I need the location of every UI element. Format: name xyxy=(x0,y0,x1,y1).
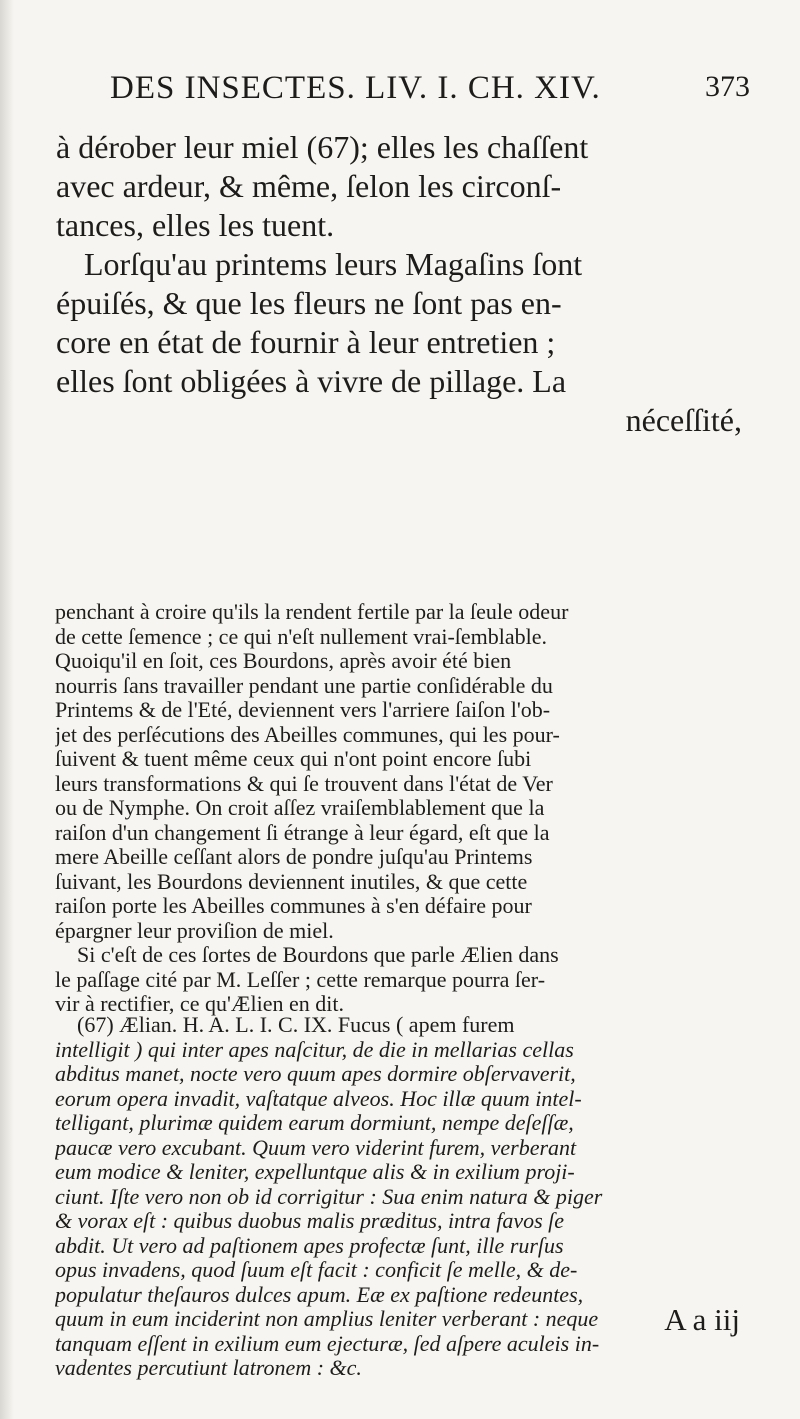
remarks-line: penchant à croire qu'ils la rendent fertile par la ſeule odeur xyxy=(55,600,569,624)
footnote-line xyxy=(55,1356,760,1381)
running-title: DES INSECTES. LIV. I. CH. XIV. xyxy=(110,70,601,106)
main-text-line: épuiſés, & que les fleurs ne ſont pas en- xyxy=(56,285,562,321)
main-text-line: core en état de fournir à leur entretien ; xyxy=(56,324,556,360)
remarks-line: ſuivent & tuent même ceux qui n'ont point encore ſubi xyxy=(55,747,532,771)
main-text-line: tances, elles les tuent. xyxy=(56,207,335,243)
remarks-line: Printems & de l'Eté, deviennent vers l'arriere ſaiſon l'ob- xyxy=(55,698,551,722)
footnote-line-italic: eum modice & leniter, expelluntque alis & in exilium proji- xyxy=(55,1160,575,1184)
footnote-line-italic: intelligit ) qui inter apes naſcitur, de die in mellarias cellas xyxy=(55,1037,574,1062)
page-number: 373 xyxy=(705,70,750,103)
remarks-line: raiſon d'un changement ſi étrange à leur égard, eſt que la xyxy=(55,820,550,845)
remarks-line: nourris ſans travailler pendant une partie conſidérable du xyxy=(55,673,553,698)
footnote-line-italic: quum in eum inciderint non amplius leniter verberant : neque xyxy=(55,1307,599,1331)
main-text-block xyxy=(56,128,756,440)
footnote-line xyxy=(55,1111,760,1136)
remarks-line: le paſſage cité par M. Leſſer ; cette remarque pourra ſer- xyxy=(55,967,546,992)
footnote-line-italic: telligant, plurimæ quidem earum dormiunt, nempe deſeſſæ, xyxy=(55,1111,574,1135)
remarks-line: vir à rectifier, ce qu'Ælien en dit. xyxy=(55,992,344,1016)
footnote-line-italic: abdit. Ut vero ad paſtionem apes profectæ ſunt, ille rurſus xyxy=(55,1233,564,1258)
page-edge-shadow xyxy=(0,0,14,1419)
remarks-line: épargner leur proviſion de miel. xyxy=(55,918,334,943)
footnote-line xyxy=(55,1160,760,1185)
remarks-line: ou de Nymphe. On croit aſſez vraiſemblablement que la xyxy=(55,796,545,820)
footnote-line-italic: tanquam eſſent in exilium eum ejecturæ, ſed aſpere aculeis in- xyxy=(55,1331,600,1356)
footnote-line xyxy=(55,1258,760,1283)
remarks-line: ſuivant, les Bourdons deviennent inutiles, & que cette xyxy=(55,869,528,894)
remarks-line: mere Abeille ceſſant alors de pondre juſqu'au Printems xyxy=(55,845,533,869)
main-text-line: à dérober leur miel (67); elles les chaſſent xyxy=(56,129,589,165)
remarks-line: leurs transformations & qui ſe trouvent dans l'état de Ver xyxy=(55,771,553,796)
footnote-line xyxy=(55,1038,760,1063)
footnote-line xyxy=(55,1234,760,1259)
footnote-line-italic: & vorax eſt : quibus duobus malis præditus, intra favos ſe xyxy=(55,1209,565,1233)
footnote-line-italic: populatur theſauros dulces apum. Eæ ex paſtione redeuntes, xyxy=(55,1282,584,1307)
footnote-line: (67) Ælian. H. A. L. I. C. IX. Fucus ( apem furem xyxy=(77,1013,515,1037)
footnote-line-italic: paucæ vero excubant. Quum vero viderint furem, verberant xyxy=(55,1135,577,1160)
remarks-line: de cette ſemence ; ce qui n'eſt nullement vrai-ſemblable. xyxy=(55,624,548,649)
footnote-line xyxy=(55,1185,760,1210)
main-text-line: avec ardeur, & même, ſelon les circonſ- xyxy=(56,168,562,204)
signature-mark: A a iij xyxy=(664,1302,740,1337)
remarks-line: Quoiqu'il en ſoit, ces Bourdons, après avoir été bien xyxy=(55,649,512,673)
main-text-line: elles ſont obligées à vivre de pillage. La xyxy=(56,363,567,399)
remarks-text-block xyxy=(55,600,760,1017)
remarks-line: Si c'eſt de ces ſortes de Bourdons que parle Ælien dans xyxy=(77,943,559,967)
remarks-line: raiſon porte les Abeilles communes à s'en défaire pour xyxy=(55,894,532,918)
footnote-line xyxy=(55,1087,760,1112)
footnote-line-italic: opus invadens, quod ſuum eſt facit : conficit ſe melle, & de- xyxy=(55,1258,578,1282)
footnote-line xyxy=(55,1062,760,1087)
footnote-line-italic: vadentes percutiunt latronem : &c. xyxy=(55,1356,362,1380)
running-head xyxy=(110,70,750,110)
catchword: néceſſité, xyxy=(625,402,742,438)
main-text-line: Lorſqu'au printems leurs Magaſins ſont xyxy=(84,246,583,282)
footnote-line-italic: eorum opera invadit, vaſtatque alveos. Hoc illæ quum intel- xyxy=(55,1086,582,1111)
footnote-line xyxy=(55,1209,760,1234)
remarks-line: jet des perſécutions des Abeilles communes, qui les pour- xyxy=(55,722,560,747)
footnote-line-italic: ciunt. Iſte vero non ob id corrigitur : Sua enim natura & piger xyxy=(55,1184,603,1209)
footnote-line-italic: abditus manet, nocte vero quum apes dormire obſervaverit, xyxy=(55,1062,576,1086)
footnote-line xyxy=(55,1136,760,1161)
